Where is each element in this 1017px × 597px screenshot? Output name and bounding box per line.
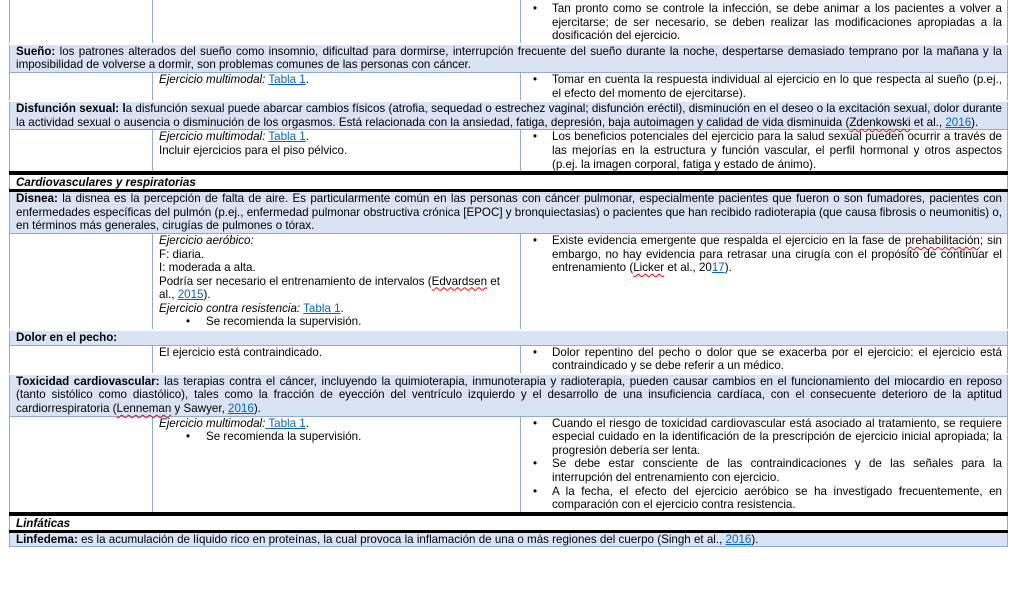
citation-end: ).: [971, 115, 979, 129]
citation-year-link[interactable]: 2016: [725, 532, 752, 546]
chest-pain-recommendation-row: [10, 345, 1008, 374]
cardio-toxicity-bullets: [527, 417, 1002, 512]
list-item: • Tomar en cuenta la respuesta individual al ejercicio en lo que respecta al sueño (p.ej., el efecto del momento de ejercitarse).: [527, 73, 1002, 100]
table-1-link[interactable]: Tabla 1: [265, 416, 306, 430]
dyspnea-bullets: [527, 234, 1002, 275]
cardio-toxicity-condition-row: [10, 374, 1008, 416]
lymphedema-condition-row: [10, 531, 1008, 547]
category-title: Linfáticas: [10, 514, 1008, 532]
resistance-label: Ejercicio contra resistencia:: [159, 301, 301, 315]
aerobic-label: Ejercicio aeróbico:: [159, 233, 254, 247]
citation-text: et al.,: [910, 115, 946, 129]
list-item: • Se recomienda la supervisión.: [159, 315, 515, 329]
sexual-dysfunction-recommendation-row: [10, 130, 1008, 173]
table-1-link[interactable]: Tabla 1: [268, 72, 306, 86]
chest-pain-bullets: [527, 346, 1002, 373]
citation-text: et al., 20: [664, 261, 712, 275]
dyspnea-recommendation-row: [10, 233, 1008, 330]
contraindicated-note: El ejercicio está contraindicado.: [153, 345, 521, 374]
list-item: • Tan pronto como se controle la infección, se debe animar a los pacientes a volver a ejercitarse; de ser necesario, se deben realizar las modificaciones apropiadas a la dosificación del ejercicio.: [527, 2, 1002, 43]
pelvic-floor-note: Incluir ejercicios para el piso pélvico.: [159, 143, 348, 157]
citation-end: ).: [751, 532, 759, 546]
frequency: F: diaria.: [159, 247, 205, 261]
condition-title: Disfunción sexual: l: [16, 102, 126, 116]
prehab-word: prehabilitación: [905, 233, 980, 247]
citation-end: ).: [724, 261, 732, 275]
citation-end: ).: [253, 402, 261, 416]
citation-year-link[interactable]: 2015: [177, 288, 204, 302]
condition-title: Sueño:: [16, 44, 56, 58]
citation-text: y Sawyer,: [171, 402, 229, 416]
infection-bullets: [527, 2, 1002, 43]
exercise-label: Ejercicio multimodal:: [159, 72, 266, 86]
list-item: • Se debe estar consciente de las contraindicaciones y de las señales para la interrupción del entrenamiento con ejercicio.: [527, 457, 1002, 484]
period: .: [305, 416, 309, 430]
citation-author: Lenneman: [116, 402, 172, 416]
infection-row: [10, 0, 1008, 44]
exercise-label: Ejercicio multimodal:: [159, 130, 266, 144]
dyspnea-condition-row: [10, 191, 1008, 234]
condition-description: a disfunción sexual puede abarcar cambios físicos (atrofia, sequedad o estrechez vaginal; disfunción eréctil), disminución en el deseo o la excitación sexual, dolor durante la actividad sexual o ausencia o disminución de los orgasmos. Está relacionada con la ansiedad, fatiga, depresión, baja autoimagen y calidad de vida disminuida (: [16, 102, 1002, 129]
bullet-text: ; sin embargo, no hay evidencia para retrasar una cirugía con el propósito de continuar el entrenamiento (: [552, 233, 1002, 275]
list-item: • Dolor repentino del pecho o dolor que se exacerba por el ejercicio: el ejercicio está contraindicado y se debe referir a un médico.: [527, 346, 1002, 373]
condition-description: es la acumulación de líquido rico en proteínas, la cual provoca la inflamación de una o más regiones del cuerpo (Singh et al.,: [77, 532, 726, 546]
dyspnea-sub-bullets: [159, 315, 515, 329]
chest-pain-condition-row: [10, 330, 1008, 345]
recommendations-table: [9, 0, 1008, 547]
exercise-label: Ejercicio multimodal:: [159, 416, 266, 430]
bullet-text: Existe evidencia emergente que respalda el ejercicio en la fase de: [552, 233, 906, 247]
period: .: [305, 130, 309, 144]
sleep-bullets: [527, 73, 1002, 100]
sexual-dysfunction-condition-row: [10, 101, 1008, 130]
table-1-link[interactable]: Tabla 1: [268, 130, 306, 144]
resistance-line: [159, 302, 515, 316]
citation-author: Edvardsen: [431, 274, 488, 288]
list-item: [527, 234, 1002, 275]
table-1-link[interactable]: Tabla 1: [303, 301, 341, 315]
list-item: • A la fecha, el efecto del ejercicio aeróbico se ha investigado frecuentemente, en comparación con el ejercicio contra resistencia.: [527, 485, 1002, 512]
list-item: • Los beneficios potenciales del ejercicio para la salud sexual pueden ocurrir a través de las mejorías en la estructura y función vascular, el perfil hormonal y otros aspectos (p.ej. la imagen corporal, fatiga y estado de ánimo).: [527, 130, 1002, 171]
cardio-toxicity-sub-bullets: [159, 430, 515, 444]
condition-title: Dolor en el pecho:: [16, 331, 118, 345]
interval-text: Podría ser necesario el entrenamiento de intervalos (: [159, 274, 432, 288]
condition-description: las terapias contra el cáncer, incluyendo la quimioterapia, inmunoterapia y radioterapia, pueden causar cambios en el funcionamiento del miocardio en reposo (tanto sistólico como diastólico), tales como la fracción de eyección del ventrículo izquierdo y el desarrollo de una insuficiencia cardíaca, con el consecuente deterioro de la aptitud cardiorrespiratoria (: [16, 374, 1002, 416]
intensity: I: moderada a alta.: [159, 261, 256, 275]
citation-end: ).: [203, 288, 211, 302]
period: .: [340, 301, 344, 315]
citation-author: Zdenkowski: [849, 115, 911, 129]
citation-year-link[interactable]: 17: [711, 261, 725, 275]
citation-text: et al.,: [159, 274, 500, 302]
condition-title: Toxicidad cardiovascular:: [16, 374, 160, 388]
interval-note: [159, 275, 515, 302]
category-header-cardio: [10, 173, 1008, 191]
citation-author: Licker: [633, 261, 665, 275]
exercise-line: [159, 417, 515, 431]
condition-title: Linfedema:: [16, 532, 78, 546]
list-item: • Cuando el riesgo de toxicidad cardiovascular está asociado al tratamiento, se requiere especial cuidado en la identificación de la prescripción de ejercicio inicial apropiada; la progresión debería ser lenta.: [527, 417, 1002, 458]
sleep-condition-row: [10, 44, 1008, 73]
cardio-toxicity-recommendation-row: [10, 416, 1008, 514]
category-header-lymphatic: [10, 514, 1008, 532]
citation-year-link[interactable]: 2016: [228, 402, 254, 416]
condition-title: Disnea:: [16, 192, 58, 206]
condition-description: la disnea es la percepción de falta de aire. Es particularmente común en las personas con cáncer pulmonar, especialmente pacientes que fueron o son fumadores, pacientes con enfermedades específicas del pulmón (p.ej., enfermedad pulmonar obstructiva crónica [EPOC] y bronquiectasias) o pacientes que han recibido radioterapia (que causa fibrosis o neumonitis) o, en términos más generales, cirugías de pulmones o tórax.: [16, 192, 1003, 233]
period: .: [305, 72, 309, 86]
condition-description: los patrones alterados del sueño como insomnio, dificultad para dormirse, interrupción frecuente del sueño durante la noche, despertarse demasiado temprano por la mañana y la imposibilidad de volverse a dormir, son problemas comunes de las personas con cáncer.: [16, 44, 1002, 72]
list-item: • Se recomienda la supervisión.: [159, 430, 515, 444]
sleep-recommendation-row: [10, 72, 1008, 101]
citation-year-link[interactable]: 2016: [945, 115, 972, 129]
sexual-dysfunction-bullets: [527, 130, 1002, 171]
category-title: Cardiovasculares y respiratorias: [10, 173, 1008, 191]
